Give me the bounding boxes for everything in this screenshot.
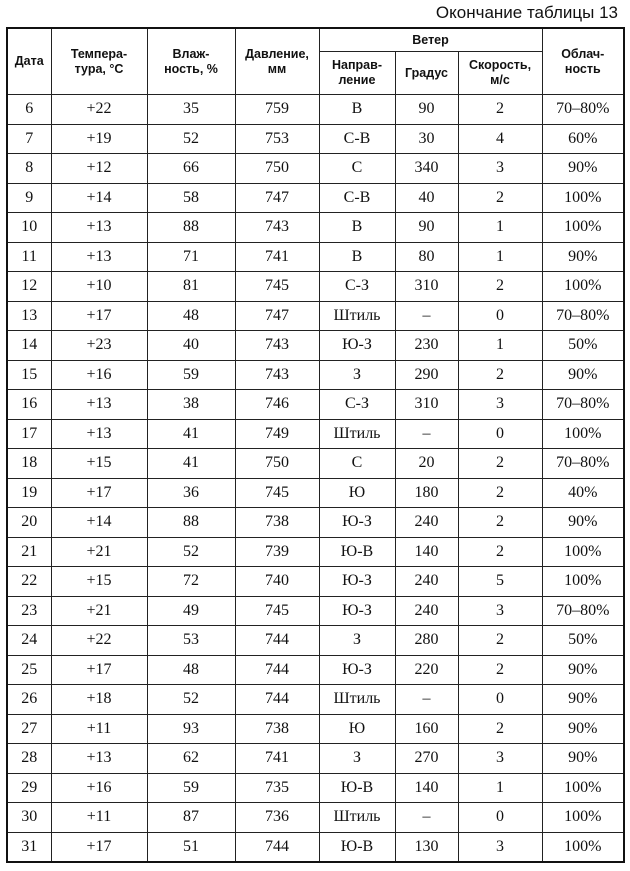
header-pressure: Давление, мм xyxy=(235,28,319,95)
cell-temperature: +23 xyxy=(51,331,147,361)
cell-humidity: 66 xyxy=(147,154,235,184)
cell-wind-direction: Ю-В xyxy=(319,537,395,567)
cell-date: 23 xyxy=(7,596,51,626)
cell-wind-speed: 2 xyxy=(458,626,542,656)
cell-wind-direction: З xyxy=(319,360,395,390)
cell-wind-direction: С-З xyxy=(319,390,395,420)
cell-wind-direction: Ю-З xyxy=(319,596,395,626)
cell-wind-degrees: 240 xyxy=(395,567,458,597)
cell-cloudiness: 50% xyxy=(542,331,624,361)
cell-pressure: 745 xyxy=(235,478,319,508)
cell-humidity: 88 xyxy=(147,213,235,243)
cell-wind-direction: Штиль xyxy=(319,301,395,331)
table-row xyxy=(7,773,624,803)
cell-wind-speed: 1 xyxy=(458,213,542,243)
table-row xyxy=(7,419,624,449)
cell-wind-direction: С xyxy=(319,449,395,479)
table-row xyxy=(7,508,624,538)
cell-wind-speed: 2 xyxy=(458,537,542,567)
cell-wind-degrees: 80 xyxy=(395,242,458,272)
table-header xyxy=(7,28,624,95)
cell-date: 9 xyxy=(7,183,51,213)
cell-date: 22 xyxy=(7,567,51,597)
cell-cloudiness: 100% xyxy=(542,832,624,862)
cell-date: 8 xyxy=(7,154,51,184)
cell-wind-speed: 3 xyxy=(458,154,542,184)
cell-pressure: 750 xyxy=(235,449,319,479)
cell-pressure: 750 xyxy=(235,154,319,184)
table-body xyxy=(7,95,624,863)
cell-temperature: +13 xyxy=(51,213,147,243)
cell-cloudiness: 100% xyxy=(542,213,624,243)
cell-pressure: 743 xyxy=(235,331,319,361)
header-temperature: Темпера- тура, °С xyxy=(51,28,147,95)
cell-wind-direction: Штиль xyxy=(319,419,395,449)
cell-temperature: +14 xyxy=(51,183,147,213)
cell-temperature: +18 xyxy=(51,685,147,715)
cell-pressure: 743 xyxy=(235,213,319,243)
cell-wind-degrees: – xyxy=(395,685,458,715)
table-row xyxy=(7,390,624,420)
cell-wind-speed: 1 xyxy=(458,331,542,361)
cell-wind-speed: 5 xyxy=(458,567,542,597)
cell-humidity: 51 xyxy=(147,832,235,862)
cell-pressure: 744 xyxy=(235,655,319,685)
cell-cloudiness: 100% xyxy=(542,183,624,213)
cell-wind-degrees: 160 xyxy=(395,714,458,744)
cell-wind-degrees: 30 xyxy=(395,124,458,154)
table-row xyxy=(7,331,624,361)
cell-date: 7 xyxy=(7,124,51,154)
cell-wind-degrees: 140 xyxy=(395,537,458,567)
cell-pressure: 747 xyxy=(235,301,319,331)
weather-table xyxy=(6,27,625,863)
cell-cloudiness: 70–80% xyxy=(542,390,624,420)
cell-pressure: 745 xyxy=(235,272,319,302)
cell-date: 13 xyxy=(7,301,51,331)
cell-date: 6 xyxy=(7,95,51,125)
cell-temperature: +19 xyxy=(51,124,147,154)
table-row xyxy=(7,685,624,715)
cell-wind-direction: Ю-В xyxy=(319,832,395,862)
cell-wind-degrees: 340 xyxy=(395,154,458,184)
cell-wind-direction: С-В xyxy=(319,183,395,213)
cell-wind-speed: 2 xyxy=(458,183,542,213)
cell-cloudiness: 90% xyxy=(542,508,624,538)
cell-wind-direction: С xyxy=(319,154,395,184)
cell-wind-direction: Ю-В xyxy=(319,773,395,803)
table-row xyxy=(7,124,624,154)
cell-wind-speed: 2 xyxy=(458,478,542,508)
cell-wind-speed: 4 xyxy=(458,124,542,154)
cell-wind-degrees: 220 xyxy=(395,655,458,685)
table-row xyxy=(7,714,624,744)
cell-wind-degrees: 90 xyxy=(395,213,458,243)
cell-wind-direction: В xyxy=(319,95,395,125)
cell-pressure: 744 xyxy=(235,626,319,656)
cell-humidity: 59 xyxy=(147,773,235,803)
cell-wind-direction: С-З xyxy=(319,272,395,302)
cell-wind-degrees: 240 xyxy=(395,508,458,538)
cell-date: 14 xyxy=(7,331,51,361)
cell-pressure: 741 xyxy=(235,744,319,774)
cell-cloudiness: 100% xyxy=(542,419,624,449)
cell-date: 17 xyxy=(7,419,51,449)
cell-temperature: +15 xyxy=(51,449,147,479)
cell-date: 15 xyxy=(7,360,51,390)
cell-cloudiness: 50% xyxy=(542,626,624,656)
cell-temperature: +17 xyxy=(51,832,147,862)
table-row xyxy=(7,626,624,656)
cell-wind-direction: З xyxy=(319,626,395,656)
cell-pressure: 747 xyxy=(235,183,319,213)
table-row xyxy=(7,183,624,213)
table-row xyxy=(7,655,624,685)
cell-cloudiness: 90% xyxy=(542,360,624,390)
header-wind-direction: Направ- ление xyxy=(319,52,395,95)
cell-pressure: 739 xyxy=(235,537,319,567)
cell-pressure: 740 xyxy=(235,567,319,597)
cell-wind-direction: Ю-З xyxy=(319,655,395,685)
cell-humidity: 88 xyxy=(147,508,235,538)
cell-temperature: +13 xyxy=(51,390,147,420)
cell-pressure: 744 xyxy=(235,832,319,862)
cell-wind-degrees: 20 xyxy=(395,449,458,479)
cell-pressure: 735 xyxy=(235,773,319,803)
cell-cloudiness: 90% xyxy=(542,685,624,715)
cell-wind-degrees: 290 xyxy=(395,360,458,390)
cell-cloudiness: 100% xyxy=(542,567,624,597)
table-row xyxy=(7,567,624,597)
cell-humidity: 38 xyxy=(147,390,235,420)
cell-wind-speed: 2 xyxy=(458,714,542,744)
cell-wind-speed: 2 xyxy=(458,655,542,685)
cell-cloudiness: 100% xyxy=(542,773,624,803)
cell-wind-speed: 2 xyxy=(458,449,542,479)
cell-wind-speed: 3 xyxy=(458,744,542,774)
cell-date: 10 xyxy=(7,213,51,243)
cell-cloudiness: 70–80% xyxy=(542,449,624,479)
table-row xyxy=(7,242,624,272)
cell-humidity: 40 xyxy=(147,331,235,361)
cell-wind-speed: 1 xyxy=(458,773,542,803)
cell-cloudiness: 90% xyxy=(542,714,624,744)
header-cloudiness: Облач- ность xyxy=(542,28,624,95)
table-caption: Окончание таблицы 13 xyxy=(435,3,618,22)
cell-humidity: 59 xyxy=(147,360,235,390)
cell-temperature: +16 xyxy=(51,360,147,390)
cell-humidity: 81 xyxy=(147,272,235,302)
cell-wind-speed: 0 xyxy=(458,419,542,449)
cell-humidity: 87 xyxy=(147,803,235,833)
cell-temperature: +14 xyxy=(51,508,147,538)
cell-temperature: +12 xyxy=(51,154,147,184)
cell-pressure: 746 xyxy=(235,390,319,420)
cell-wind-speed: 3 xyxy=(458,390,542,420)
cell-cloudiness: 70–80% xyxy=(542,596,624,626)
cell-wind-degrees: 240 xyxy=(395,596,458,626)
cell-wind-direction: Штиль xyxy=(319,685,395,715)
cell-date: 30 xyxy=(7,803,51,833)
cell-cloudiness: 90% xyxy=(542,242,624,272)
cell-cloudiness: 100% xyxy=(542,272,624,302)
cell-wind-direction: Штиль xyxy=(319,803,395,833)
cell-wind-degrees: 90 xyxy=(395,95,458,125)
cell-wind-speed: 2 xyxy=(458,360,542,390)
cell-humidity: 52 xyxy=(147,685,235,715)
cell-date: 28 xyxy=(7,744,51,774)
cell-temperature: +17 xyxy=(51,655,147,685)
table-row xyxy=(7,301,624,331)
cell-wind-degrees: 130 xyxy=(395,832,458,862)
cell-date: 31 xyxy=(7,832,51,862)
cell-wind-degrees: 270 xyxy=(395,744,458,774)
table-row xyxy=(7,213,624,243)
cell-pressure: 736 xyxy=(235,803,319,833)
cell-temperature: +13 xyxy=(51,744,147,774)
cell-wind-speed: 2 xyxy=(458,508,542,538)
cell-cloudiness: 70–80% xyxy=(542,95,624,125)
cell-wind-degrees: – xyxy=(395,419,458,449)
header-wind-speed: Скорость, м/с xyxy=(458,52,542,95)
table-row xyxy=(7,803,624,833)
cell-humidity: 72 xyxy=(147,567,235,597)
table-row xyxy=(7,832,624,862)
table-row xyxy=(7,596,624,626)
cell-pressure: 741 xyxy=(235,242,319,272)
cell-temperature: +22 xyxy=(51,626,147,656)
cell-humidity: 52 xyxy=(147,537,235,567)
cell-cloudiness: 90% xyxy=(542,655,624,685)
cell-temperature: +13 xyxy=(51,419,147,449)
cell-humidity: 62 xyxy=(147,744,235,774)
cell-humidity: 41 xyxy=(147,419,235,449)
cell-humidity: 48 xyxy=(147,655,235,685)
table-row xyxy=(7,272,624,302)
cell-wind-speed: 2 xyxy=(458,95,542,125)
cell-cloudiness: 90% xyxy=(542,744,624,774)
cell-wind-direction: З xyxy=(319,744,395,774)
cell-wind-speed: 2 xyxy=(458,272,542,302)
cell-date: 11 xyxy=(7,242,51,272)
cell-pressure: 743 xyxy=(235,360,319,390)
cell-date: 16 xyxy=(7,390,51,420)
cell-temperature: +17 xyxy=(51,301,147,331)
cell-wind-speed: 0 xyxy=(458,685,542,715)
cell-wind-speed: 0 xyxy=(458,301,542,331)
cell-wind-degrees: – xyxy=(395,803,458,833)
cell-temperature: +10 xyxy=(51,272,147,302)
cell-cloudiness: 90% xyxy=(542,154,624,184)
cell-wind-direction: Ю xyxy=(319,714,395,744)
cell-humidity: 41 xyxy=(147,449,235,479)
cell-temperature: +15 xyxy=(51,567,147,597)
cell-cloudiness: 100% xyxy=(542,803,624,833)
cell-wind-direction: Ю xyxy=(319,478,395,508)
cell-wind-degrees: 230 xyxy=(395,331,458,361)
cell-wind-degrees: 40 xyxy=(395,183,458,213)
cell-humidity: 71 xyxy=(147,242,235,272)
cell-humidity: 35 xyxy=(147,95,235,125)
cell-humidity: 58 xyxy=(147,183,235,213)
cell-pressure: 759 xyxy=(235,95,319,125)
cell-wind-speed: 3 xyxy=(458,832,542,862)
cell-wind-direction: Ю-З xyxy=(319,331,395,361)
cell-wind-direction: Ю-З xyxy=(319,508,395,538)
header-humidity: Влаж- ность, % xyxy=(147,28,235,95)
cell-date: 20 xyxy=(7,508,51,538)
table-row xyxy=(7,744,624,774)
cell-wind-degrees: – xyxy=(395,301,458,331)
cell-humidity: 49 xyxy=(147,596,235,626)
cell-cloudiness: 70–80% xyxy=(542,301,624,331)
cell-pressure: 738 xyxy=(235,714,319,744)
cell-temperature: +22 xyxy=(51,95,147,125)
cell-wind-direction: Ю-З xyxy=(319,567,395,597)
cell-date: 12 xyxy=(7,272,51,302)
cell-date: 25 xyxy=(7,655,51,685)
cell-wind-degrees: 280 xyxy=(395,626,458,656)
table-row xyxy=(7,537,624,567)
cell-pressure: 738 xyxy=(235,508,319,538)
cell-cloudiness: 60% xyxy=(542,124,624,154)
cell-wind-speed: 1 xyxy=(458,242,542,272)
cell-temperature: +16 xyxy=(51,773,147,803)
cell-date: 29 xyxy=(7,773,51,803)
table-row xyxy=(7,360,624,390)
cell-cloudiness: 100% xyxy=(542,537,624,567)
cell-cloudiness: 40% xyxy=(542,478,624,508)
table-row xyxy=(7,154,624,184)
cell-temperature: +11 xyxy=(51,714,147,744)
cell-wind-degrees: 180 xyxy=(395,478,458,508)
cell-humidity: 48 xyxy=(147,301,235,331)
cell-wind-degrees: 140 xyxy=(395,773,458,803)
cell-wind-speed: 0 xyxy=(458,803,542,833)
header-date: Дата xyxy=(7,28,51,95)
cell-temperature: +21 xyxy=(51,596,147,626)
cell-humidity: 36 xyxy=(147,478,235,508)
cell-temperature: +17 xyxy=(51,478,147,508)
cell-wind-degrees: 310 xyxy=(395,272,458,302)
cell-date: 27 xyxy=(7,714,51,744)
header-wind-degrees: Градус xyxy=(395,52,458,95)
table-row xyxy=(7,95,624,125)
cell-temperature: +21 xyxy=(51,537,147,567)
cell-wind-degrees: 310 xyxy=(395,390,458,420)
table-row xyxy=(7,478,624,508)
cell-wind-direction: В xyxy=(319,242,395,272)
cell-pressure: 745 xyxy=(235,596,319,626)
cell-temperature: +13 xyxy=(51,242,147,272)
cell-humidity: 52 xyxy=(147,124,235,154)
cell-wind-direction: В xyxy=(319,213,395,243)
cell-date: 18 xyxy=(7,449,51,479)
cell-date: 24 xyxy=(7,626,51,656)
cell-wind-speed: 3 xyxy=(458,596,542,626)
cell-date: 26 xyxy=(7,685,51,715)
cell-wind-direction: С-В xyxy=(319,124,395,154)
cell-pressure: 749 xyxy=(235,419,319,449)
cell-humidity: 93 xyxy=(147,714,235,744)
cell-humidity: 53 xyxy=(147,626,235,656)
cell-pressure: 753 xyxy=(235,124,319,154)
cell-temperature: +11 xyxy=(51,803,147,833)
header-wind: Ветер xyxy=(319,28,542,52)
cell-date: 19 xyxy=(7,478,51,508)
table-row xyxy=(7,449,624,479)
cell-date: 21 xyxy=(7,537,51,567)
cell-pressure: 744 xyxy=(235,685,319,715)
